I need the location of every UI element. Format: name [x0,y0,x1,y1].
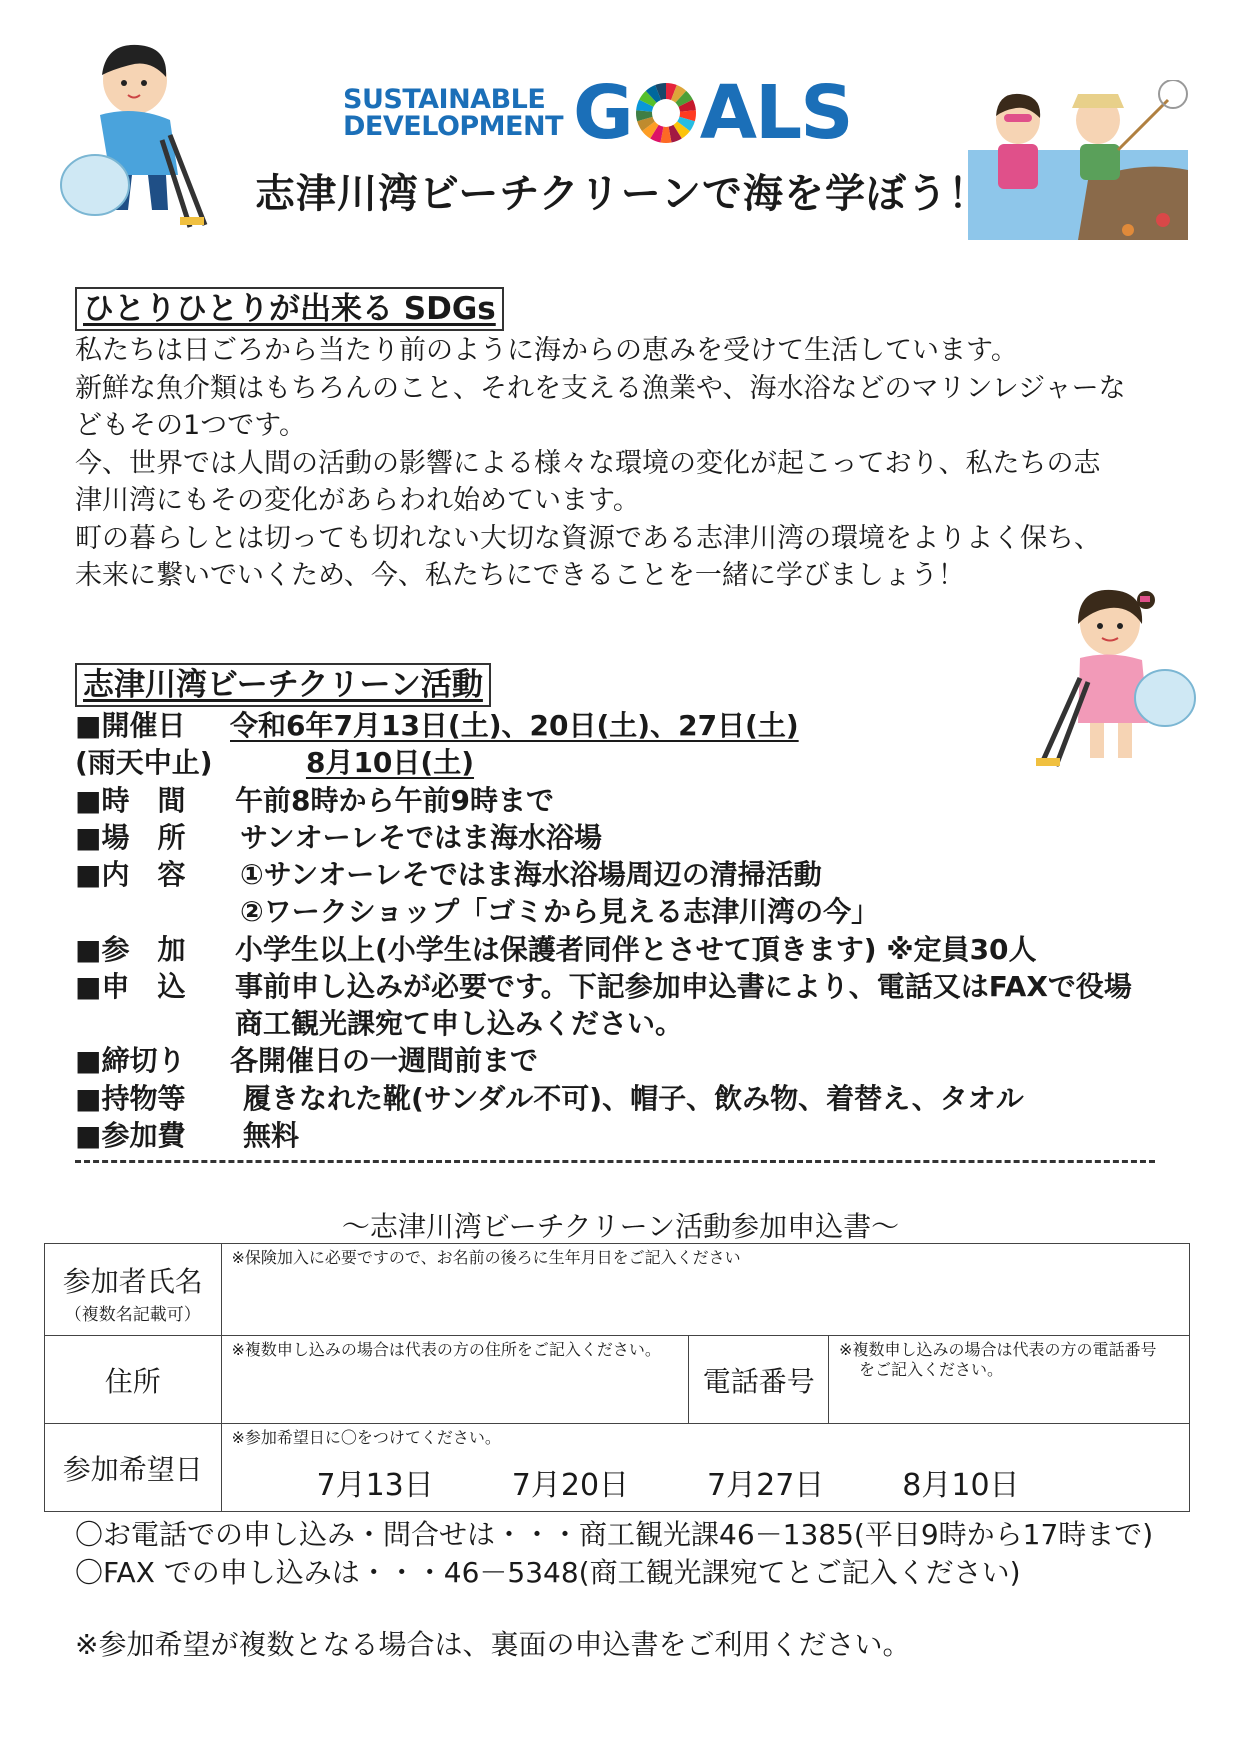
phone-note-2: をご記入ください。 [859,1360,1004,1379]
application-form [44,1243,1190,1512]
page-title: 志津川湾ビーチクリーンで海を学ぼう！ [255,171,989,217]
time-label: ■時 間 [75,784,186,817]
content-value-1: ①サンオーレそではま海水浴場周辺の清掃活動 [240,858,822,891]
sdg-logo [343,70,852,156]
content-label: ■内 容 [75,858,186,891]
intro-line: 未来に繋いでいくため、今、私たちにできることを一緒に学びましょう！ [75,560,965,591]
intro-line: どもその1つです。 [75,410,307,441]
sdg-wheel-icon [634,81,698,145]
sdg-logo-g: G [573,70,632,156]
form-row-name [45,1244,1190,1336]
fee-label: ■参加費 [75,1119,186,1152]
intro-line: 私たちは日ごろから当たり前のように海からの恵みを受けて生活しています。 [75,335,1018,366]
address-field[interactable] [221,1336,689,1424]
fee-value: 無料 [243,1119,300,1152]
date-option[interactable]: 7月13日 [316,1468,434,1503]
date-choice-label: 参加希望日 [45,1424,222,1512]
cut-line [75,1160,1155,1163]
phone-note-1: ※複数申し込みの場合は代表の方の電話番号 [839,1340,1157,1359]
date-option[interactable]: 8月10日 [902,1468,1020,1503]
sdg-logo-goals [573,70,852,156]
back-side-note: ※参加希望が複数となる場合は、裏面の申込書をご利用ください。 [75,1628,911,1661]
apply-label: ■申 込 [75,970,186,1003]
sdg-logo-text [343,86,563,140]
rain-label: (雨天中止) [75,746,213,779]
content-value-2: ②ワークショップ「ゴミから見える志津川湾の今」 [240,895,880,928]
sdg-logo-line2: DEVELOPMENT [343,111,564,142]
name-label-cell [45,1244,222,1336]
items-label: ■持物等 [75,1082,186,1115]
intro-body [75,332,1185,595]
intro-line: 今、世界では人間の活動の影響による様々な環境の変化が起こっており、私たちの志 [75,447,1101,479]
contact-phone: 〇お電話での申し込み・問合せは・・・商工観光課46－1385(平日9時から17時まで) [75,1518,1154,1551]
name-label: 参加者氏名 [62,1265,203,1298]
participant-label: ■参 加 [75,933,186,966]
apply-value-2: 商工観光課宛て申し込みください。 [235,1007,684,1040]
form-title: ～志津川湾ビーチクリーン活動参加申込書～ [341,1210,900,1243]
name-field[interactable] [221,1244,1190,1336]
address-note: ※複数申し込みの場合は代表の方の住所をご記入ください。 [231,1340,661,1359]
kids-tidepool-illustration [968,80,1188,240]
phone-field[interactable] [829,1336,1190,1424]
sdg-logo-als: ALS [699,70,852,156]
sdg-logo-line1: SUSTAINABLE [343,84,546,115]
date-option[interactable]: 7月20日 [511,1468,630,1503]
name-note: ※保険加入に必要ですので、お名前の後ろに生年月日をご記入ください [231,1248,741,1267]
time-value: 午前8時から午前9時まで [235,784,554,817]
intro-line: 町の暮らしとは切っても切れない大切な資源である志津川湾の環境をよりよく保ち、 [75,522,1101,554]
deadline-value: 各開催日の一週間前まで [230,1044,539,1077]
deadline-label: ■締切り [75,1044,186,1077]
form-row-address [45,1336,1190,1424]
address-label: 住所 [45,1336,222,1424]
contact-fax: 〇FAX での申し込みは・・・46－5348(商工観光課宛てとご記入ください) [75,1556,1021,1589]
date-label: ■開催日 [75,709,186,742]
form-row-date [45,1424,1190,1512]
participant-value: 小学生以上(小学生は保護者同伴とさせて頂きます) ※定員30人 [235,933,1037,966]
place-label: ■場 所 [75,821,186,854]
items-value: 履きなれた靴(サンダル不可)、帽子、飲み物、着替え、タオル [243,1082,1024,1115]
intro-line: 新鮮な魚介類はもちろんのこと、それを支える漁業や、海水浴などのマリンレジャーな [75,372,1126,404]
boy-cleaning-illustration [40,35,220,235]
date-value: 令和6年7月13日(土)、20日(土)、27日(土) [230,709,799,742]
apply-value-1: 事前申し込みが必要です。下記参加申込書により、電話又はFAXで役場 [235,970,1132,1003]
date-choice-field[interactable] [221,1424,1190,1512]
date-choice-note: ※参加希望日に〇をつけてください。 [231,1428,501,1447]
intro-line: 津川湾にもその変化があらわれ始めています。 [75,485,640,516]
activity-details [0,707,1241,1167]
place-value: サンオーレそではま海水浴場 [240,821,603,854]
name-sub-label: （複数名記載可） [64,1305,201,1325]
rain-value: 8月10日(土) [305,746,475,779]
activity-heading: 志津川湾ビーチクリーン活動 [75,663,491,707]
intro-heading: ひとりひとりが出来る SDGs [75,287,504,331]
date-option[interactable]: 7月27日 [707,1468,825,1503]
phone-label: 電話番号 [689,1336,829,1424]
